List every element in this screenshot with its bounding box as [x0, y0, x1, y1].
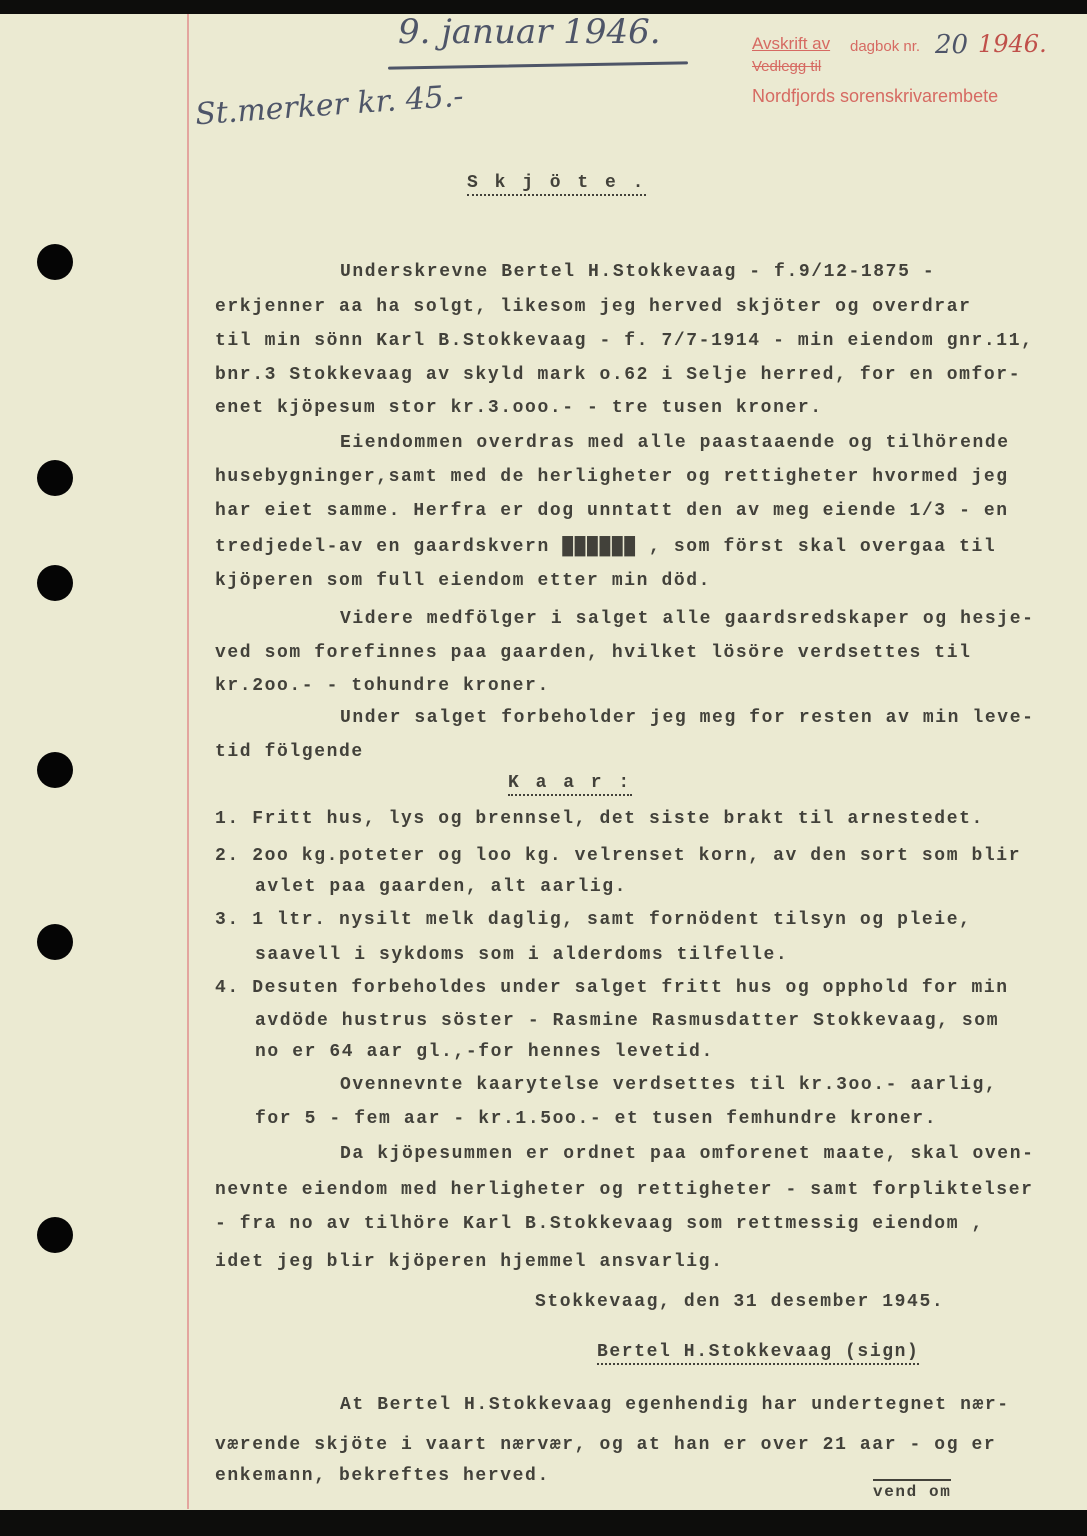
body-line: tid fölgende: [215, 742, 364, 762]
handwritten-date: 9. januar 1946.: [398, 12, 661, 52]
closing-line: Da kjöpesummen er ordnet paa omforenet maate, skal oven-: [340, 1144, 1035, 1164]
body-line: Underskrevne Bertel H.Stokkevaag - f.9/12-1875 -: [340, 262, 936, 282]
body-line: tredjedel-av en gaardskvern ██████ , som först skal overgaa til: [215, 537, 997, 557]
document-title: S k j ö t e .: [467, 172, 646, 196]
body-line: Videre medfölger i salget alle gaardsredskaper og hesje-: [340, 609, 1035, 629]
stamp-vedlegg: Vedlegg til: [752, 58, 822, 75]
punch-hole: [37, 244, 73, 280]
signature: Bertel H.Stokkevaag (sign): [597, 1341, 919, 1365]
kaar-item: 2. 2oo kg.poteter og loo kg. velrenset korn, av den sort som blir: [215, 846, 1022, 866]
handwritten-fee: St.merker kr. 45.-: [194, 78, 465, 133]
closing-line: Ovennevnte kaarytelse verdsettes til kr.3oo.- aarlig,: [340, 1075, 998, 1095]
stamp-office: Nordfjords sorenskrivarembete: [752, 86, 999, 106]
closing-line: - fra no av tilhöre Karl B.Stokkevaag som rettmessig eiendom ,: [215, 1214, 984, 1234]
kaar-item: 3. 1 ltr. nysilt melk daglig, samt fornödent tilsyn og pleie,: [215, 910, 972, 930]
body-line: bnr.3 Stokkevaag av skyld mark o.62 i Selje herred, for en omfor-: [215, 365, 1022, 385]
stamp-avskrift: Avskrift av: [752, 34, 831, 53]
punch-hole: [37, 924, 73, 960]
kaar-item: no er 64 aar gl.,-for hennes levetid.: [255, 1042, 714, 1062]
margin-line: [187, 14, 189, 1509]
body-line: husebygninger,samt med de herligheter og rettigheter hvormed jeg: [215, 467, 1009, 487]
body-line: ved som forefinnes paa gaarden, hvilket lösöre verdsettes til: [215, 643, 972, 663]
kaar-item: avlet paa gaarden, alt aarlig.: [255, 877, 628, 897]
kaar-heading: K a a r :: [508, 772, 632, 796]
punch-hole: [37, 565, 73, 601]
witness-line: værende skjöte i vaart nærvær, og at han er over 21 aar - og er: [215, 1435, 997, 1455]
body-line: enet kjöpesum stor kr.3.ooo.- - tre tusen kroner.: [215, 398, 823, 418]
punch-hole: [37, 460, 73, 496]
closing-line: idet jeg blir kjöperen hjemmel ansvarlig.: [215, 1252, 724, 1272]
kaar-item: 4. Desuten forbeholdes under salget fritt hus og opphold for min: [215, 978, 1009, 998]
date-underline: [388, 61, 688, 69]
body-line: Under salget forbeholder jeg meg for resten av min leve-: [340, 708, 1035, 728]
body-line: kjöperen som full eiendom etter min död.: [215, 571, 712, 591]
punch-hole: [37, 752, 73, 788]
body-line: erkjenner aa ha solgt, likesom jeg herved skjöter og overdrar: [215, 297, 972, 317]
dagbok-year: 1946.: [978, 30, 1047, 58]
body-line: til min sönn Karl B.Stokkevaag - f. 7/7-1914 - min eiendom gnr.11,: [215, 331, 1034, 351]
scan-bottom-edge: [0, 1510, 1087, 1536]
stamp-dagbok: dagbok nr.: [850, 38, 921, 55]
body-line: Eiendommen overdras med alle paastaaende og tilhörende: [340, 433, 1010, 453]
kaar-item: avdöde hustrus söster - Rasmine Rasmusdatter Stokkevaag, som: [255, 1011, 1000, 1031]
body-line: kr.2oo.- - tohundre kroner.: [215, 676, 550, 696]
vend-om-note: vend om: [873, 1479, 951, 1503]
dagbok-number: 20: [935, 30, 969, 60]
closing-line: nevnte eiendom med herligheter og rettigheter - samt forpliktelser: [215, 1180, 1034, 1200]
place-date: Stokkevaag, den 31 desember 1945.: [535, 1292, 945, 1312]
kaar-item: saavell i sykdoms som i alderdoms tilfelle.: [255, 945, 789, 965]
closing-line: for 5 - fem aar - kr.1.5oo.- et tusen femhundre kroner.: [255, 1109, 938, 1129]
witness-line: At Bertel H.Stokkevaag egenhendig har undertegnet nær-: [340, 1395, 1010, 1415]
body-line: har eiet samme. Herfra er dog unntatt den av meg eiende 1/3 - en: [215, 501, 1009, 521]
witness-line: enkemann, bekreftes herved.: [215, 1466, 550, 1486]
punch-hole: [37, 1217, 73, 1253]
kaar-item: 1. Fritt hus, lys og brennsel, det siste brakt til arnestedet.: [215, 809, 984, 829]
